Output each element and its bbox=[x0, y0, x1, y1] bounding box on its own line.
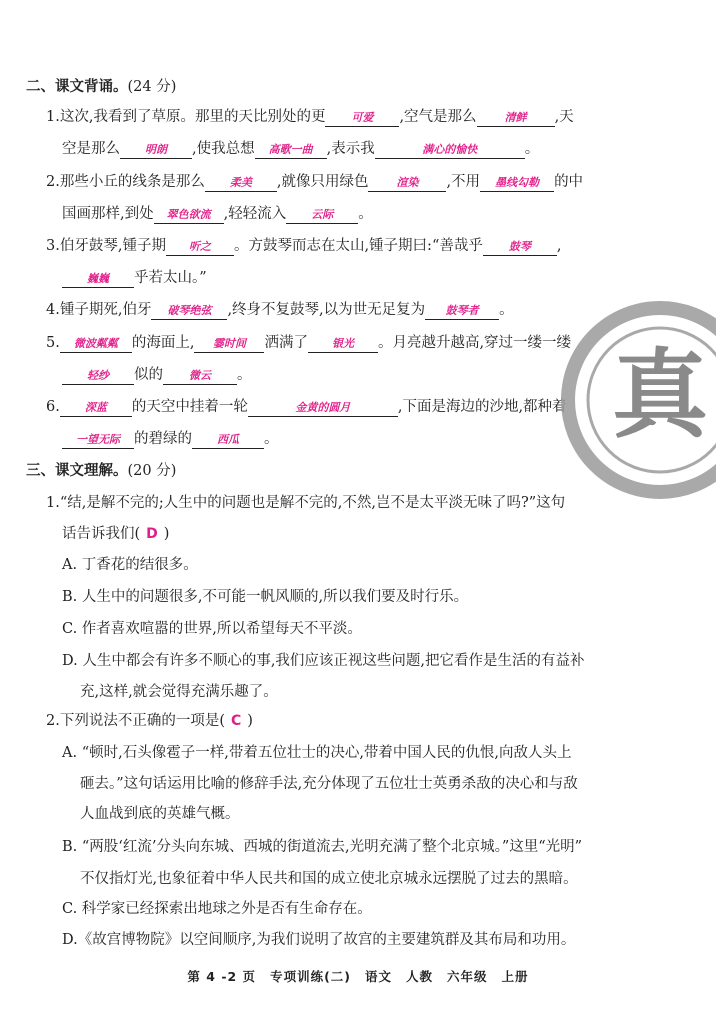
section-2-score: (24 分) bbox=[127, 79, 177, 95]
s3-q2-option-d bbox=[62, 930, 716, 950]
s3-q1-option-a bbox=[62, 555, 716, 575]
answer-blank[interactable]: 墨线勾勒 bbox=[480, 175, 554, 192]
s3-q2-stem bbox=[46, 711, 716, 731]
answer-blank[interactable]: 银光 bbox=[308, 336, 378, 353]
watermark-stamp-icon bbox=[560, 300, 716, 500]
question-text: 的天空中挂着一轮 bbox=[131, 399, 248, 415]
answer-blank[interactable]: 深蓝 bbox=[60, 400, 132, 417]
option-text: D.《故宫博物院》以空间顺序,为我们说明了故宫的主要建筑群及其布局和功用。 bbox=[62, 932, 576, 948]
answer-blank[interactable]: 可爱 bbox=[325, 110, 399, 127]
question-number: 2. bbox=[46, 174, 60, 190]
question-text: 。 bbox=[524, 141, 540, 157]
option-text: C. 科学家已经探索出地球之外是否有生命存在。 bbox=[62, 901, 372, 917]
answer-blank[interactable]: 微云 bbox=[163, 368, 237, 385]
option-text: 不仅指灯光,也象征着中华人民共和国的成立使北京城永远摆脱了过去的黑暗。 bbox=[80, 871, 578, 887]
page-footer bbox=[0, 967, 716, 985]
question-text: 国画那样,到处 bbox=[62, 206, 154, 222]
question-text: 。 bbox=[499, 302, 514, 318]
question-text: ,轻轻流入 bbox=[223, 206, 287, 222]
s3-q2-option-a-cont1 bbox=[80, 774, 716, 794]
question-text: ,天 bbox=[554, 109, 574, 125]
question-text: ,表示我 bbox=[326, 141, 375, 157]
answer-blank[interactable]: 微波粼粼 bbox=[60, 336, 132, 353]
question-number: 6. bbox=[46, 399, 60, 415]
choice-answer[interactable]: C bbox=[231, 713, 242, 729]
option-text: D. 人生中都会有许多不顺心的事,我们应该正视这些问题,把它看作是生活的有益补 bbox=[62, 653, 585, 669]
question-text: 这次,我看到了草原。那里的天比别处的更 bbox=[59, 109, 326, 125]
footer-series: 专项训练(二) bbox=[270, 969, 351, 984]
s2-q3-line2 bbox=[62, 268, 716, 288]
answer-blank[interactable]: 高歌一曲 bbox=[255, 142, 327, 159]
answer-blank[interactable]: 轻纱 bbox=[62, 368, 134, 385]
question-text: 伯牙鼓琴,锺子期 bbox=[59, 238, 166, 254]
choice-answer[interactable]: D bbox=[146, 526, 158, 542]
s3-q2-option-b bbox=[62, 837, 716, 857]
answer-blank[interactable]: 金黄的圆月 bbox=[248, 400, 398, 417]
footer-volume: 上册 bbox=[501, 969, 529, 984]
question-text: 乎若太山。” bbox=[134, 270, 207, 286]
answer-blank[interactable]: 鼓琴 bbox=[483, 239, 557, 256]
option-text: C. 作者喜欢喧嚣的世界,所以希望每天不平淡。 bbox=[62, 621, 362, 637]
question-text: 的碧绿的 bbox=[134, 431, 192, 447]
answer-blank[interactable]: 柔美 bbox=[205, 175, 277, 192]
question-text: 。月亮越升越高,穿过一缕一缕 bbox=[377, 335, 572, 351]
answer-blank[interactable]: 云际 bbox=[286, 207, 358, 224]
s3-q1-line2 bbox=[62, 524, 716, 544]
s3-q2-option-a bbox=[62, 743, 716, 763]
option-text: B. “两股‘红流’分头向东城、西城的街道流去,光明充满了整个北京城。”这里“光明” bbox=[62, 839, 583, 855]
answer-blank[interactable]: 西瓜 bbox=[192, 432, 264, 449]
s2-q1-line2 bbox=[62, 139, 716, 159]
question-text: ) bbox=[247, 713, 253, 729]
s3-q1-option-d bbox=[62, 651, 716, 671]
question-number: 4. bbox=[46, 302, 60, 318]
question-number: 3. bbox=[46, 238, 60, 254]
s2-q2-line2 bbox=[62, 204, 716, 224]
question-text: ,空气是那么 bbox=[399, 109, 477, 125]
stamp-char: 真 bbox=[612, 339, 708, 451]
answer-blank[interactable]: 巍巍 bbox=[62, 271, 134, 288]
footer-page-number: 第 4 -2 页 bbox=[187, 969, 257, 984]
option-text: B. 人生中的问题很多,不可能一帆风顺的,所以我们要及时行乐。 bbox=[62, 589, 469, 605]
s3-q1-option-b bbox=[62, 587, 716, 607]
question-text: 的中 bbox=[554, 174, 584, 190]
question-number: 2. bbox=[46, 713, 60, 729]
option-text: 砸去。”这句话运用比喻的修辞手法,充分体现了五位壮士英勇杀敌的决心和与敌 bbox=[80, 776, 578, 792]
question-text: 。 bbox=[358, 206, 373, 222]
s3-q2-option-a-cont2 bbox=[80, 804, 716, 824]
s3-q2-option-c bbox=[62, 899, 716, 919]
question-text: 下列说法不正确的一项是( bbox=[59, 713, 225, 729]
question-text: 洒满了 bbox=[264, 335, 308, 351]
option-text: 充,这样,就会觉得充满乐趣了。 bbox=[80, 684, 278, 700]
answer-blank[interactable]: 翠色欲流 bbox=[154, 207, 224, 224]
footer-grade: 六年级 bbox=[447, 969, 488, 984]
question-text: , bbox=[556, 238, 562, 254]
option-text: A. “顿时,石头像雹子一样,带着五位壮士的决心,带着中国人民的仇恨,向敌人头上 bbox=[62, 745, 572, 761]
section-3-title: 三、课文理解。 bbox=[26, 463, 128, 479]
question-text: 。方鼓琴而志在太山,锺子期曰:“善哉乎 bbox=[233, 238, 483, 254]
answer-blank[interactable]: 清鲜 bbox=[477, 110, 555, 127]
section-2-heading bbox=[26, 77, 716, 97]
question-text: “结,是解不完的;人生中的问题也是解不完的,不然,岂不是太平淡无味了吗?”这句 bbox=[59, 495, 566, 511]
question-number: 5. bbox=[46, 335, 60, 351]
answer-blank[interactable]: 明朗 bbox=[120, 142, 192, 159]
question-text: 。 bbox=[237, 367, 252, 383]
option-text: A. 丁香花的结很多。 bbox=[62, 557, 198, 573]
question-text: 那些小丘的线条是那么 bbox=[59, 174, 205, 190]
footer-subject: 语文 bbox=[365, 969, 393, 984]
s2-q1-line1 bbox=[46, 107, 716, 127]
question-number: 1. bbox=[46, 109, 60, 125]
question-text: 的海面上, bbox=[131, 335, 195, 351]
section-2-title: 二、课文背诵。 bbox=[26, 79, 128, 95]
question-text: 似的 bbox=[134, 367, 163, 383]
s3-q1-option-d-cont bbox=[80, 682, 716, 702]
answer-blank[interactable]: 一望无际 bbox=[62, 432, 134, 449]
answer-blank[interactable]: 鼓琴者 bbox=[425, 303, 499, 320]
question-text: ,终身不复鼓琴,以为世无足复为 bbox=[227, 302, 426, 318]
s2-q2-line1 bbox=[46, 172, 716, 192]
question-text: ,使我总想 bbox=[192, 141, 255, 157]
question-text: ,下面是海边的沙地,都种着 bbox=[397, 399, 567, 415]
section-3-score: (20 分) bbox=[127, 463, 177, 479]
footer-edition: 人教 bbox=[406, 969, 434, 984]
answer-blank[interactable]: 满心的愉快 bbox=[375, 142, 525, 159]
question-text: ) bbox=[163, 526, 170, 542]
question-text: ,不用 bbox=[446, 174, 481, 190]
question-text: 。 bbox=[264, 431, 279, 447]
question-text: ,就像只用绿色 bbox=[276, 174, 369, 190]
question-text: 空是那么 bbox=[62, 141, 120, 157]
s3-q1-option-c bbox=[62, 619, 716, 639]
s3-q2-option-b-cont bbox=[80, 869, 716, 889]
question-text: 话告诉我们( bbox=[62, 526, 141, 542]
option-text: 人血战到底的英雄气概。 bbox=[80, 806, 240, 822]
question-text: 锺子期死,伯牙 bbox=[59, 302, 152, 318]
answer-blank[interactable]: 渲染 bbox=[368, 175, 446, 192]
s2-q3-line1 bbox=[46, 236, 716, 256]
answer-blank[interactable]: 霎时间 bbox=[194, 336, 264, 353]
question-number: 1. bbox=[46, 495, 60, 511]
answer-blank[interactable]: 听之 bbox=[166, 239, 234, 256]
answer-blank[interactable]: 破琴绝弦 bbox=[151, 303, 227, 320]
